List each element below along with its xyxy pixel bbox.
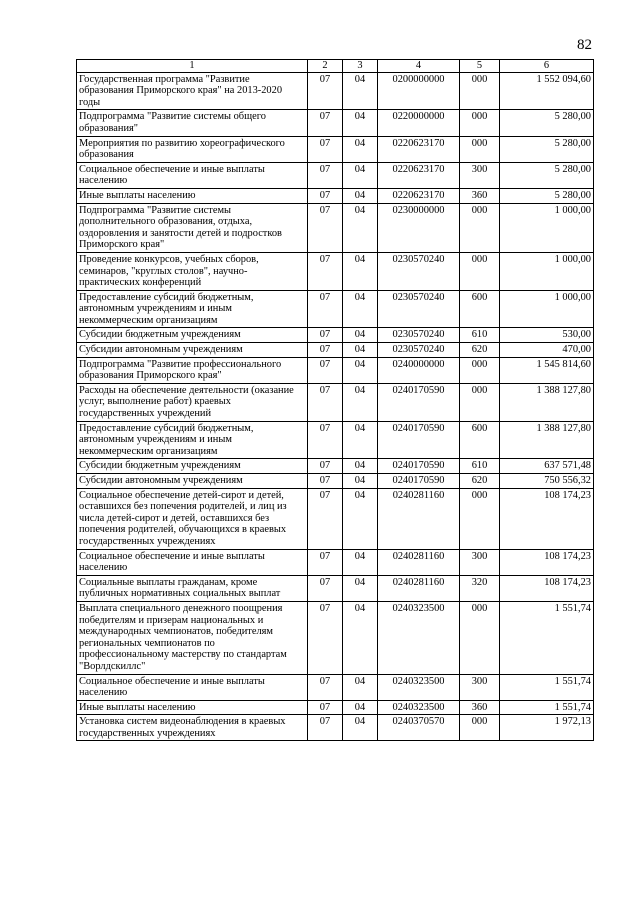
row-expense-type: 360 [460, 700, 500, 715]
row-target-code: 0240323500 [378, 700, 460, 715]
row-section: 07 [308, 575, 343, 601]
row-subsection: 04 [343, 715, 378, 741]
table-row [77, 421, 594, 459]
header-col-3: 3 [343, 60, 378, 73]
table-row [77, 459, 594, 474]
row-amount: 5 280,00 [500, 110, 594, 136]
row-name: Подпрограмма "Развитие профессионального образования Приморского края" [77, 357, 308, 383]
row-target-code: 0240281160 [378, 575, 460, 601]
row-amount: 108 174,23 [500, 575, 594, 601]
row-target-code: 0230570240 [378, 328, 460, 343]
row-amount: 1 000,00 [500, 290, 594, 328]
row-target-code: 0240281160 [378, 549, 460, 575]
row-expense-type: 000 [460, 136, 500, 162]
row-target-code: 0220623170 [378, 136, 460, 162]
row-subsection: 04 [343, 700, 378, 715]
row-section: 07 [308, 343, 343, 358]
row-name: Социальное обеспечение и иные выплаты населению [77, 549, 308, 575]
row-name: Мероприятия по развитию хореографического образования [77, 136, 308, 162]
table-row [77, 72, 594, 110]
row-target-code: 0230000000 [378, 203, 460, 252]
row-amount: 108 174,23 [500, 488, 594, 549]
row-section: 07 [308, 110, 343, 136]
header-col-1: 1 [77, 60, 308, 73]
row-amount: 1 000,00 [500, 252, 594, 290]
header-col-6: 6 [500, 60, 594, 73]
row-section: 07 [308, 188, 343, 203]
table-row [77, 549, 594, 575]
row-subsection: 04 [343, 674, 378, 700]
row-subsection: 04 [343, 252, 378, 290]
row-subsection: 04 [343, 290, 378, 328]
row-expense-type: 300 [460, 674, 500, 700]
row-amount: 5 280,00 [500, 136, 594, 162]
row-name: Государственная программа "Развитие образования Приморского края" на 2013-2020 годы [77, 72, 308, 110]
row-section: 07 [308, 474, 343, 489]
table-row [77, 162, 594, 188]
header-col-5: 5 [460, 60, 500, 73]
table-body [77, 72, 594, 741]
row-expense-type: 610 [460, 459, 500, 474]
row-amount: 530,00 [500, 328, 594, 343]
row-amount: 1 551,74 [500, 700, 594, 715]
row-name: Социальное обеспечение и иные выплаты населению [77, 162, 308, 188]
header-col-4: 4 [378, 60, 460, 73]
header-row [77, 60, 594, 73]
row-name: Субсидии автономным учреждениям [77, 474, 308, 489]
table-row [77, 474, 594, 489]
row-subsection: 04 [343, 188, 378, 203]
row-name: Расходы на обеспечение деятельности (оказание услуг, выполнение работ) краевых государственных учреждений [77, 383, 308, 421]
row-amount: 5 280,00 [500, 188, 594, 203]
table-row [77, 252, 594, 290]
row-expense-type: 320 [460, 575, 500, 601]
row-amount: 1 551,74 [500, 674, 594, 700]
row-section: 07 [308, 715, 343, 741]
row-subsection: 04 [343, 601, 378, 674]
row-expense-type: 360 [460, 188, 500, 203]
row-target-code: 0220000000 [378, 110, 460, 136]
table-row [77, 674, 594, 700]
row-expense-type: 000 [460, 203, 500, 252]
row-section: 07 [308, 203, 343, 252]
row-amount: 1 000,00 [500, 203, 594, 252]
row-target-code: 0220623170 [378, 188, 460, 203]
table-row [77, 203, 594, 252]
row-name: Субсидии бюджетным учреждениям [77, 328, 308, 343]
row-subsection: 04 [343, 549, 378, 575]
row-expense-type: 000 [460, 601, 500, 674]
row-target-code: 0240170590 [378, 421, 460, 459]
row-target-code: 0240170590 [378, 383, 460, 421]
row-amount: 1 388 127,80 [500, 383, 594, 421]
row-amount: 637 571,48 [500, 459, 594, 474]
row-section: 07 [308, 383, 343, 421]
row-section: 07 [308, 421, 343, 459]
row-section: 07 [308, 136, 343, 162]
row-name: Выплата специального денежного поощрения победителям и призерам национальных и международных чемпионатов, победителям региональных чемпионатов по профессиональному мастерству по стандартам "Ворлдскиллс" [77, 601, 308, 674]
row-expense-type: 620 [460, 343, 500, 358]
row-name: Установка систем видеонаблюдения в краевых государственных учреждениях [77, 715, 308, 741]
row-target-code: 0240000000 [378, 357, 460, 383]
row-amount: 1 388 127,80 [500, 421, 594, 459]
row-name: Предоставление субсидий бюджетным, автономным учреждениям и иным некоммерческим организациям [77, 290, 308, 328]
row-amount: 750 556,32 [500, 474, 594, 489]
row-target-code: 0230570240 [378, 290, 460, 328]
row-amount: 1 972,13 [500, 715, 594, 741]
row-name: Социальное обеспечение и иные выплаты населению [77, 674, 308, 700]
table-row [77, 357, 594, 383]
table-row [77, 343, 594, 358]
row-amount: 108 174,23 [500, 549, 594, 575]
row-subsection: 04 [343, 459, 378, 474]
row-expense-type: 000 [460, 383, 500, 421]
row-section: 07 [308, 357, 343, 383]
row-amount: 1 552 094,60 [500, 72, 594, 110]
row-name: Субсидии бюджетным учреждениям [77, 459, 308, 474]
row-expense-type: 000 [460, 357, 500, 383]
row-section: 07 [308, 674, 343, 700]
row-name: Предоставление субсидий бюджетным, автономным учреждениям и иным некоммерческим организациям [77, 421, 308, 459]
row-target-code: 0240370570 [378, 715, 460, 741]
table-row [77, 110, 594, 136]
row-section: 07 [308, 328, 343, 343]
row-target-code: 0240281160 [378, 488, 460, 549]
table-row [77, 383, 594, 421]
row-subsection: 04 [343, 488, 378, 549]
row-section: 07 [308, 459, 343, 474]
row-subsection: 04 [343, 203, 378, 252]
row-section: 07 [308, 290, 343, 328]
row-name: Субсидии автономным учреждениям [77, 343, 308, 358]
row-expense-type: 000 [460, 252, 500, 290]
table-row [77, 601, 594, 674]
row-target-code: 0230570240 [378, 252, 460, 290]
row-target-code: 0240170590 [378, 459, 460, 474]
row-subsection: 04 [343, 575, 378, 601]
row-amount: 470,00 [500, 343, 594, 358]
row-expense-type: 600 [460, 290, 500, 328]
row-subsection: 04 [343, 72, 378, 110]
row-section: 07 [308, 488, 343, 549]
row-section: 07 [308, 549, 343, 575]
row-expense-type: 000 [460, 488, 500, 549]
header-col-2: 2 [308, 60, 343, 73]
row-name: Иные выплаты населению [77, 188, 308, 203]
row-subsection: 04 [343, 328, 378, 343]
row-expense-type: 620 [460, 474, 500, 489]
row-subsection: 04 [343, 421, 378, 459]
row-amount: 1 551,74 [500, 601, 594, 674]
table-row [77, 575, 594, 601]
row-amount: 5 280,00 [500, 162, 594, 188]
row-name: Проведение конкурсов, учебных сборов, семинаров, "круглых столов", научно-практических конференций [77, 252, 308, 290]
row-name: Социальное обеспечение детей-сирот и детей, оставшихся без попечения родителей, и лиц из числа детей-сирот и детей, оставшихся без попечения родителей, обучающихся в краевых государственных учреждениях [77, 488, 308, 549]
row-name: Подпрограмма "Развитие системы общего образования" [77, 110, 308, 136]
row-subsection: 04 [343, 343, 378, 358]
row-expense-type: 300 [460, 162, 500, 188]
row-subsection: 04 [343, 110, 378, 136]
row-target-code: 0240323500 [378, 674, 460, 700]
row-amount: 1 545 814,60 [500, 357, 594, 383]
table-row [77, 488, 594, 549]
row-subsection: 04 [343, 357, 378, 383]
table-row [77, 715, 594, 741]
row-section: 07 [308, 162, 343, 188]
row-expense-type: 000 [460, 72, 500, 110]
row-section: 07 [308, 700, 343, 715]
row-subsection: 04 [343, 136, 378, 162]
budget-table [76, 59, 594, 741]
row-section: 07 [308, 601, 343, 674]
row-target-code: 0200000000 [378, 72, 460, 110]
row-subsection: 04 [343, 162, 378, 188]
row-expense-type: 000 [460, 110, 500, 136]
row-target-code: 0240170590 [378, 474, 460, 489]
row-expense-type: 600 [460, 421, 500, 459]
table-row [77, 188, 594, 203]
table-row [77, 136, 594, 162]
row-name: Иные выплаты населению [77, 700, 308, 715]
row-section: 07 [308, 252, 343, 290]
row-subsection: 04 [343, 474, 378, 489]
row-expense-type: 610 [460, 328, 500, 343]
table-row [77, 290, 594, 328]
page-number: 82 [577, 37, 592, 53]
row-section: 07 [308, 72, 343, 110]
row-name: Социальные выплаты гражданам, кроме публичных нормативных социальных выплат [77, 575, 308, 601]
table-row [77, 700, 594, 715]
row-name: Подпрограмма "Развитие системы дополнительного образования, отдыха, оздоровления и занятости детей и подростков Приморского края" [77, 203, 308, 252]
row-target-code: 0220623170 [378, 162, 460, 188]
row-expense-type: 300 [460, 549, 500, 575]
row-target-code: 0230570240 [378, 343, 460, 358]
row-target-code: 0240323500 [378, 601, 460, 674]
row-expense-type: 000 [460, 715, 500, 741]
row-subsection: 04 [343, 383, 378, 421]
table-row [77, 328, 594, 343]
